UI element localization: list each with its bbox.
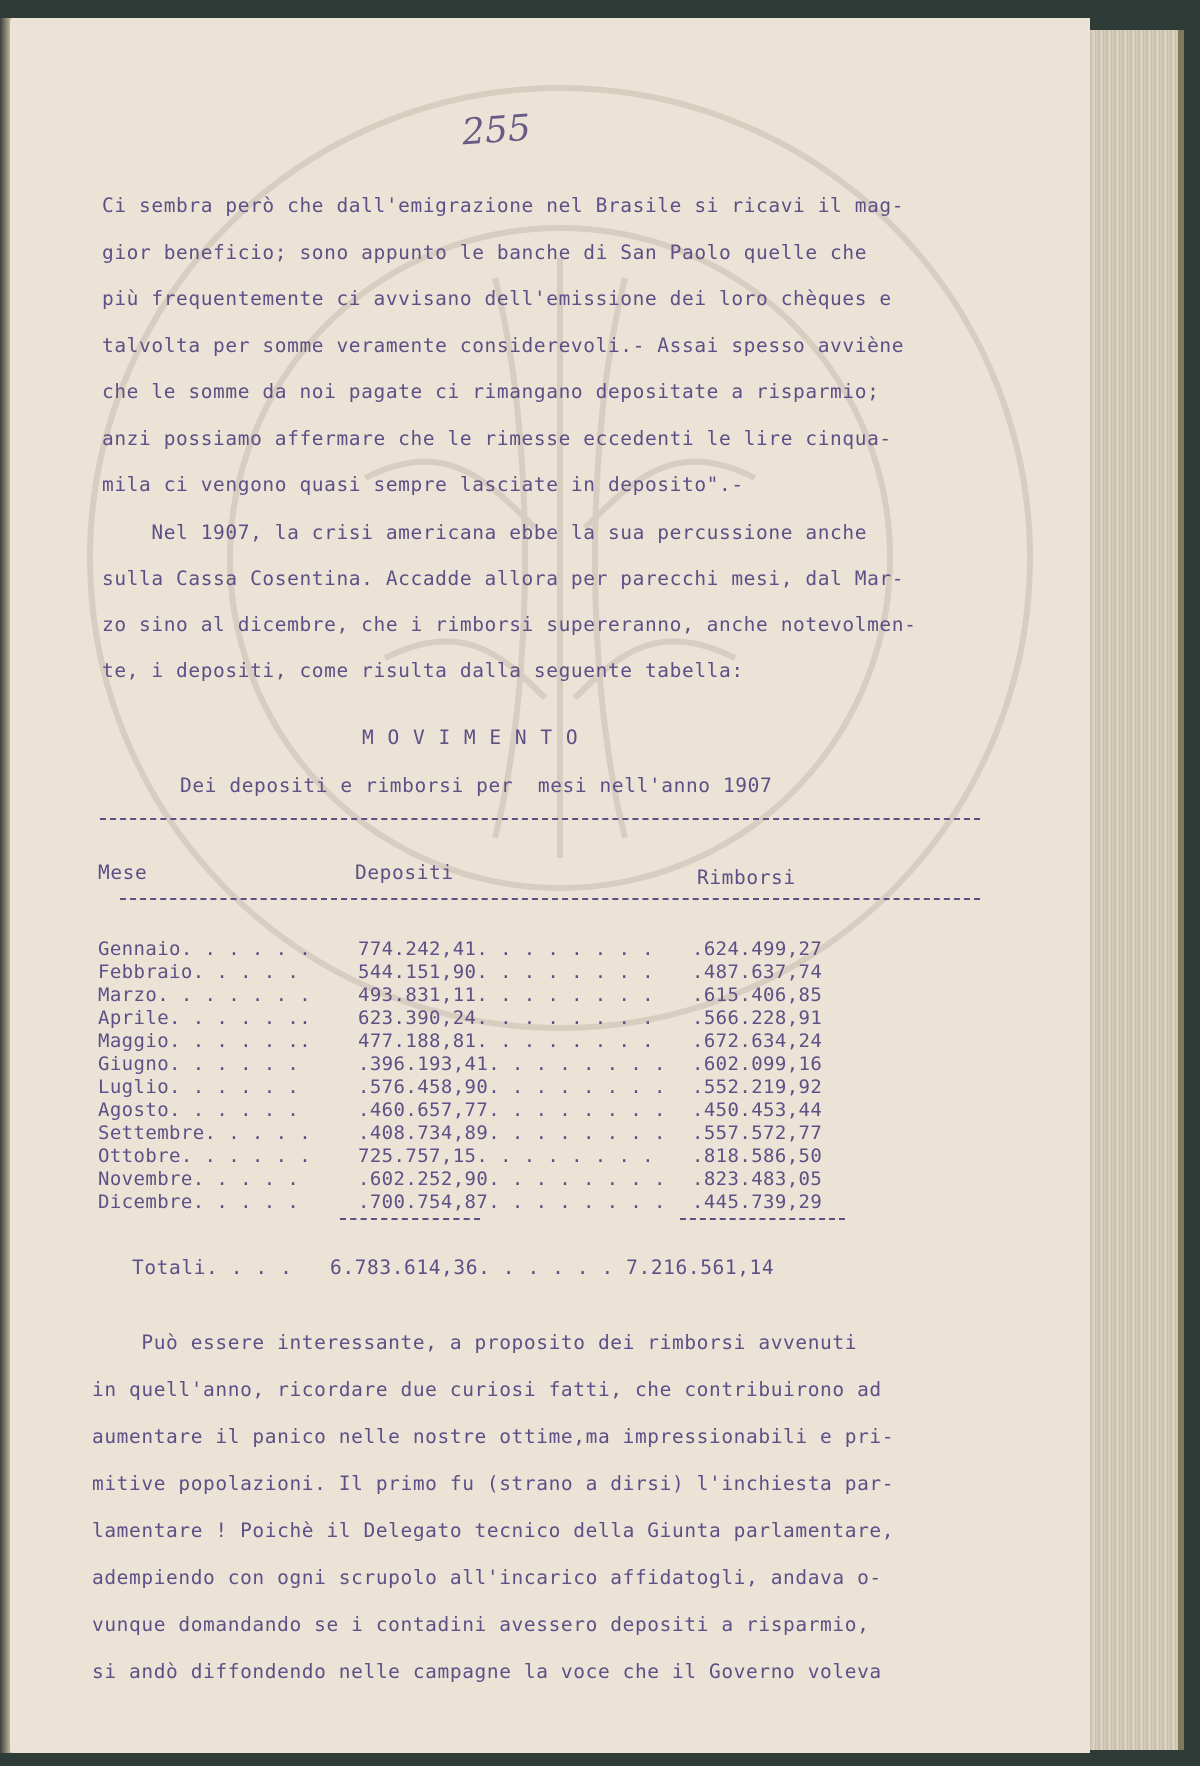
table-cell-mese: Aprile. . . . . .. <box>98 1007 312 1029</box>
table-cell-rimborsi: .624.499,27 <box>692 938 823 960</box>
text-line: Può essere interessante, a proposito dei rimborsi avvenuti <box>92 1331 858 1354</box>
table-cell-depositi: 774.242,41. . . . . . . . <box>358 938 654 960</box>
table-header-rule <box>120 898 980 900</box>
table-cell-depositi: .576.458,90. . . . . . . . <box>358 1076 666 1098</box>
text-line: sulla Cassa Cosentina. Accadde allora per parecchi mesi, dal Mar- <box>102 567 905 590</box>
table-top-rule <box>100 818 980 820</box>
text-line: mila ci vengono quasi sempre lasciate in deposito".- <box>102 473 744 496</box>
table-cell-rimborsi: .450.453,44 <box>692 1099 823 1121</box>
table-cell-depositi: .700.754,87. . . . . . . . <box>358 1191 666 1213</box>
text-line: aumentare il panico nelle nostre ottime,ma impressionabili e pri- <box>92 1425 895 1448</box>
text-line: lamentare ! Poichè il Delegato tecnico della Giunta parlamentare, <box>92 1519 895 1542</box>
depositi-sum-rule <box>340 1218 480 1220</box>
text-line: talvolta per somme veramente considerevoli.- Assai spesso avviène <box>102 333 905 357</box>
table-cell-mese: Maggio. . . . . .. <box>98 1030 312 1052</box>
table-cell-depositi: 623.390,24. . . . . . . . <box>358 1007 654 1029</box>
table-cell-depositi: 544.151,90. . . . . . . . <box>358 961 654 983</box>
text-line: che le somme da noi pagate ci rimangano depositate a risparmio; <box>102 380 880 403</box>
text-line: adempiendo con ogni scrupolo all'incarico affidatogli, andava o- <box>92 1566 882 1589</box>
table-cell-mese: Ottobre. . . . . . <box>98 1145 312 1167</box>
page-number: 255 <box>460 107 533 154</box>
table-cell-mese: Agosto. . . . . . <box>98 1099 300 1121</box>
table-cell-rimborsi: .445.739,29 <box>692 1191 823 1213</box>
table-title: M O V I M E N T O <box>362 726 579 749</box>
text-line: anzi possiamo affermare che le rimesse eccedenti le lire cinqua- <box>102 426 892 450</box>
text-line: te, i depositi, come risulta dalla seguente tabella: <box>102 659 744 682</box>
table-cell-rimborsi: .557.572,77 <box>692 1122 823 1144</box>
table-cell-rimborsi: .487.637,74 <box>692 961 823 983</box>
text-line: gior beneficio; sono appunto le banche di San Paolo quelle che <box>102 240 868 264</box>
table-cell-mese: Giugno. . . . . . <box>98 1053 300 1075</box>
text-line: vunque domandando se i contadini avessero depositi a risparmio, <box>92 1613 870 1636</box>
text-line: più frequentemente ci avvisano dell'emissione dei loro chèques e <box>102 287 892 310</box>
table-cell-mese: Luglio. . . . . . <box>98 1076 300 1098</box>
table-header-mese: Mese <box>98 861 148 884</box>
text-line: Ci sembra però che dall'emigrazione nel Brasile si ricavi il mag- <box>102 194 905 217</box>
table-cell-mese: Dicembre. . . . . <box>98 1191 300 1213</box>
page-stack-edge <box>1088 30 1184 1750</box>
totals-values: 6.783.614,36. . . . . . 7.216.561,14 <box>330 1256 775 1279</box>
table-cell-depositi: .460.657,77. . . . . . . . <box>358 1099 666 1121</box>
table-cell-rimborsi: .602.099,16 <box>692 1053 823 1075</box>
rimborsi-sum-rule <box>680 1218 845 1220</box>
table-cell-depositi: .396.193,41. . . . . . . . <box>358 1053 666 1075</box>
text-line: Nel 1907, la crisi americana ebbe la sua percussione anche <box>102 521 868 544</box>
table-cell-depositi: .602.252,90. . . . . . . . <box>358 1168 666 1190</box>
text-line: in quell'anno, ricordare due curiosi fatti, che contribuirono ad <box>92 1378 882 1401</box>
table-cell-rimborsi: .672.634,24 <box>692 1030 823 1052</box>
table-header-depositi: Depositi <box>355 861 454 884</box>
table-header-rimborsi: Rimborsi <box>697 866 796 889</box>
table-cell-depositi: 493.831,11. . . . . . . . <box>358 984 654 1006</box>
document-page <box>10 18 1090 1753</box>
table-subtitle: Dei depositi e rimborsi per mesi nell'anno 1907 <box>180 774 773 797</box>
table-cell-rimborsi: .552.219,92 <box>692 1076 823 1098</box>
table-cell-depositi: 725.757,15. . . . . . . . <box>358 1145 654 1167</box>
table-cell-mese: Gennaio. . . . . . <box>98 938 312 960</box>
table-cell-rimborsi: .823.483,05 <box>692 1168 823 1190</box>
table-cell-mese: Marzo. . . . . . . <box>98 984 312 1006</box>
table-cell-mese: Settembre. . . . . <box>98 1122 312 1144</box>
table-cell-rimborsi: .615.406,85 <box>692 984 823 1006</box>
totals-label: Totali. . . . <box>132 1256 293 1279</box>
table-cell-mese: Novembre. . . . . <box>98 1168 300 1190</box>
text-line: mitive popolazioni. Il primo fu (strano a dirsi) l'inchiesta par- <box>92 1472 895 1495</box>
table-cell-mese: Febbraio. . . . . <box>98 961 300 983</box>
table-cell-rimborsi: .566.228,91 <box>692 1007 823 1029</box>
text-line: si andò diffondendo nelle campagne la voce che il Governo voleva <box>92 1660 882 1683</box>
text-line: zo sino al dicembre, che i rimborsi supereranno, anche notevolmen- <box>102 613 917 636</box>
table-cell-depositi: .408.734,89. . . . . . . . <box>358 1122 666 1144</box>
table-cell-depositi: 477.188,81. . . . . . . . <box>358 1030 654 1052</box>
table-cell-rimborsi: .818.586,50 <box>692 1145 823 1167</box>
